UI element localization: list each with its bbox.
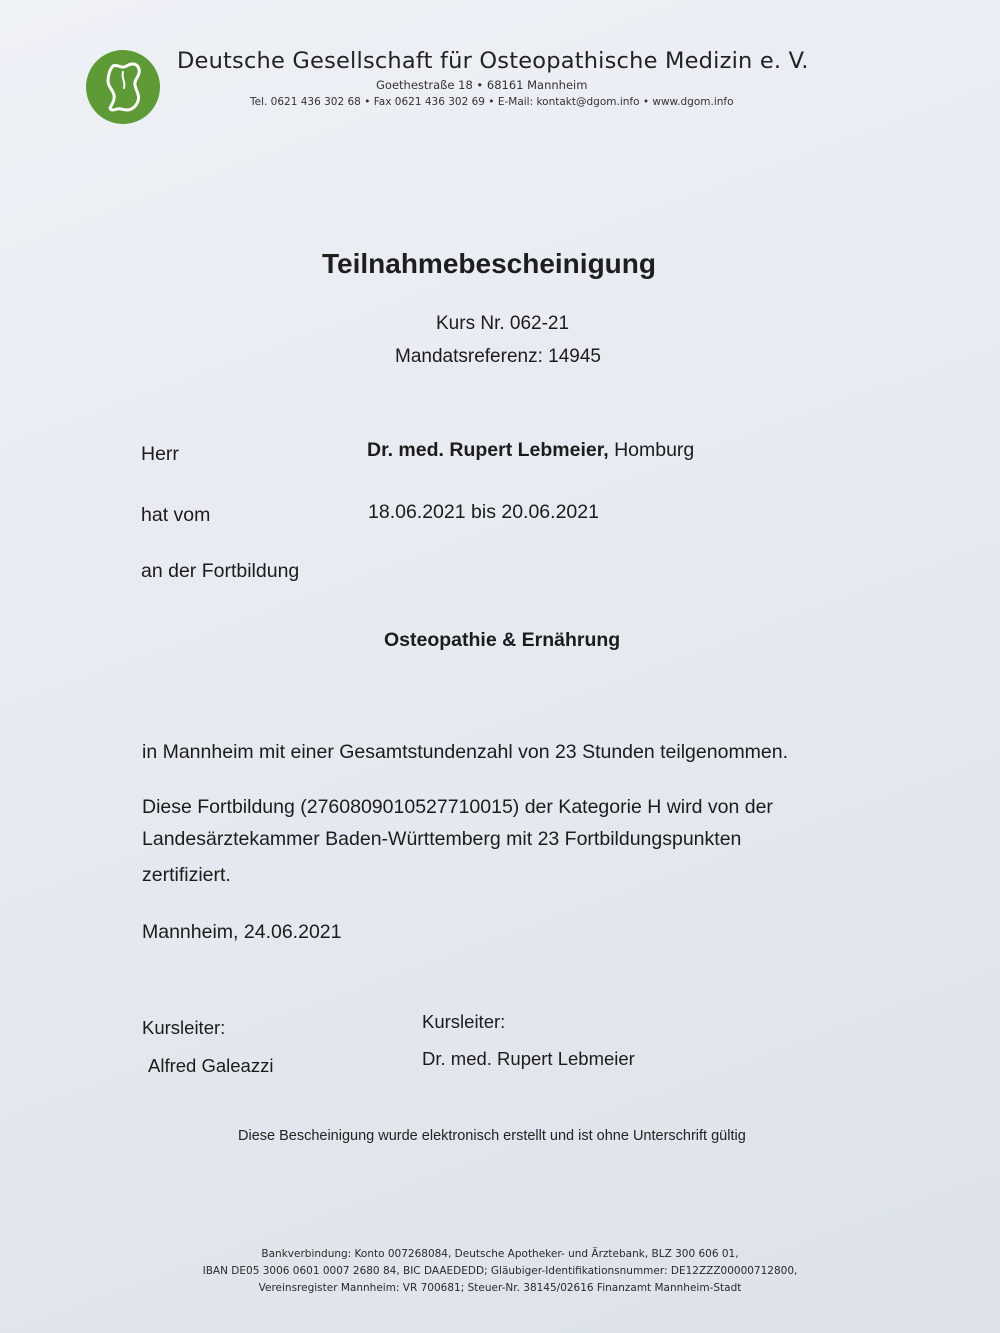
training-hours: in Mannheim mit einer Gesamtstundenzahl von 23 Stunden teilgenommen.: [142, 741, 789, 763]
bank-line-2: IBAN DE05 3006 0601 0007 2680 84, BIC DAAEDEDD; Gläubiger-Identifikationsnummer: DE12ZZZ00000712800,: [202, 1265, 798, 1277]
certification-line-1: Diese Fortbildung (2760809010527710015) der Kategorie H wird von der: [142, 796, 773, 818]
organization-name: Deutsche Gesellschaft für Osteopathische Medizin e. V.: [177, 48, 809, 74]
organization-address: Goethestraße 18 • 68161 Mannheim: [376, 78, 588, 92]
signature-name-left: Alfred Galeazzi: [148, 1055, 274, 1076]
training-topic: Osteopathie & Ernährung: [384, 629, 621, 651]
electronic-note: Diese Bescheinigung wurde elektronisch erstellt und ist ohne Unterschrift gültig: [238, 1128, 746, 1144]
course-number: Kurs Nr. 062-21: [436, 313, 570, 334]
document-title: Teilnahmebescheinigung: [322, 248, 656, 279]
certification-line-3: zertifiziert.: [142, 864, 231, 886]
bank-line-3: Vereinsregister Mannheim: VR 700681; Steuer-Nr. 38145/02616 Finanzamt Mannheim-Stadt: [258, 1282, 742, 1294]
organization-contact: Tel. 0621 436 302 68 • Fax 0621 436 302 69 • E-Mail: kontakt@dgom.info • www.dgom.info: [250, 96, 734, 108]
mandate-reference: Mandatsreferenz: 14945: [395, 346, 601, 367]
bank-line-1: Bankverbindung: Konto 007268084, Deutsche Apotheker- und Ärztebank, BLZ 300 606 01,: [261, 1248, 739, 1260]
training-intro: an der Fortbildung: [141, 560, 300, 582]
signature-name-right: Dr. med. Rupert Lebmeier: [422, 1048, 635, 1069]
period-label: hat vom: [141, 504, 211, 526]
certification-line-2: Landesärztekammer Baden-Württemberg mit 23 Fortbildungspunkten: [142, 828, 742, 850]
period-dates: 18.06.2021 bis 20.06.2021: [368, 501, 599, 523]
torso-outline-icon: [86, 50, 160, 124]
participant-line: [367, 439, 694, 462]
place-date: Mannheim, 24.06.2021: [142, 921, 342, 943]
signature-role-left: Kursleiter:: [142, 1017, 226, 1038]
participant-name: Dr. med. Rupert Lebmeier,: [367, 439, 609, 461]
participant-city: Homburg: [608, 439, 695, 461]
dgom-logo-icon: [86, 50, 160, 124]
salutation: Herr: [141, 443, 179, 465]
signature-role-right: Kursleiter:: [422, 1011, 506, 1032]
